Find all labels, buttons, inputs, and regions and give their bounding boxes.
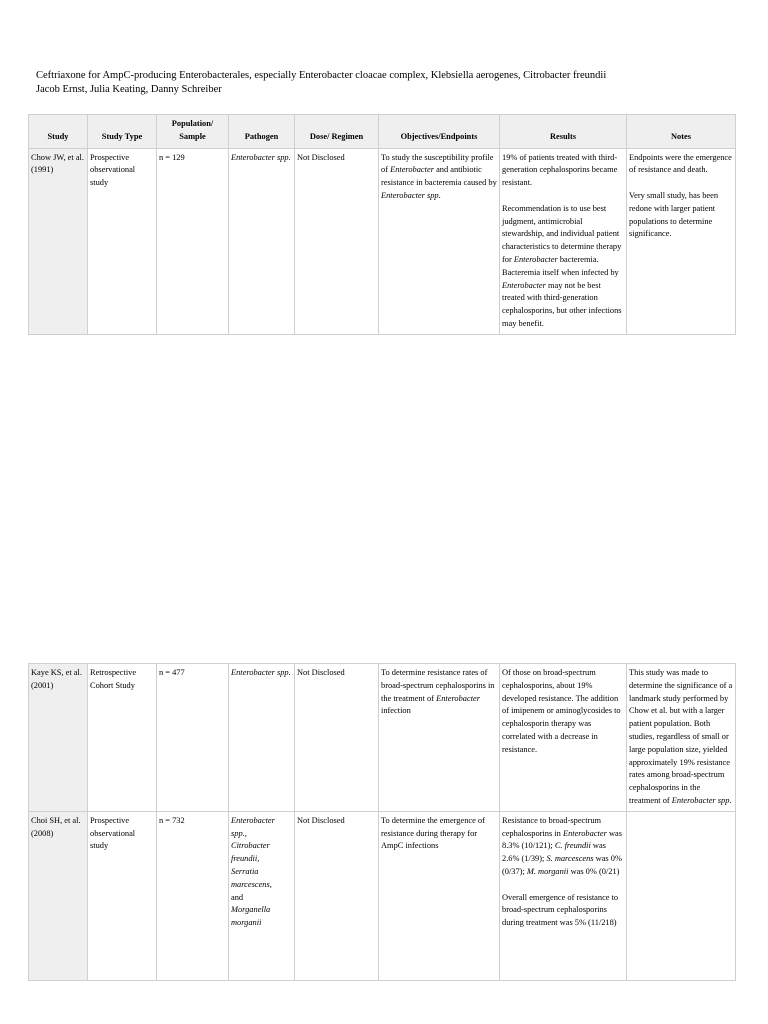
column-header-pathogen: Pathogen xyxy=(229,115,295,149)
objectives-text: To determine resistance rates of broad-spectrum cephalosporins in the treatment of xyxy=(381,668,495,703)
column-header-study-type: Study Type xyxy=(88,115,157,149)
objectives-cell: To determine the emergence of resistance during therapy for AmpC infections xyxy=(379,811,500,980)
results-text: may not be best treated with third-generation cephalosporins, but other infections may benefit. xyxy=(502,280,622,328)
objectives-text: . xyxy=(438,190,441,200)
study-cell: Kaye KS, et al. (2001) xyxy=(29,664,88,812)
table-row xyxy=(29,811,736,980)
column-header-population: Population/ Sample xyxy=(157,115,229,149)
table-row xyxy=(29,148,736,334)
table-row xyxy=(29,664,736,812)
notes-paragraph: Very small study, has been redone with larger patient populations to determine significance. xyxy=(629,190,719,239)
organism-name: Enterobacter xyxy=(502,280,546,290)
column-header-notes: Notes xyxy=(627,115,736,149)
notes-text: This study was made to determine the significance of a landmark study performed by Chow et al. but with a larger patient population. Both studies, regardless of small or large population size, yielded approximately 19% resistance rates among broad-spectrum cephalosporins in the treatment of xyxy=(629,668,733,805)
pathogen-name: Serratia marcescens, xyxy=(231,866,272,889)
population-cell: n = 477 xyxy=(157,664,229,812)
dose-cell: Not Disclosed xyxy=(295,664,379,812)
results-text: bacteremia. Bacteremia itself when infected by xyxy=(502,254,619,277)
organism-name: M. morganii xyxy=(526,866,569,876)
organism-name: Enterobacter xyxy=(513,254,558,264)
table-header-row xyxy=(29,115,736,149)
notes-text: . xyxy=(729,795,732,805)
document-authors: Jacob Ernst, Julia Keating, Danny Schreiber xyxy=(36,84,222,95)
results-paragraph: 19% of patients treated with third-generation cephalosporins became resistant. xyxy=(502,152,618,188)
study-type-cell: Prospective observational study xyxy=(88,811,157,980)
study-type-cell: Retrospective Cohort Study xyxy=(88,664,157,812)
organism-name: S. marcescens xyxy=(546,854,594,864)
dose-cell: Not Disclosed xyxy=(295,148,379,334)
objectives-text: infection xyxy=(381,706,411,716)
evidence-table-continued xyxy=(28,663,736,981)
organism-name: Enterobacter xyxy=(436,693,481,703)
results-text: was 0% (0/37); xyxy=(502,854,622,876)
pathogen-name: Citrobacter freundii, xyxy=(231,841,270,864)
pathogen-name: Enterobacter spp., xyxy=(231,815,275,838)
results-text: Recommendation is to use best judgment, antimicrobial stewardship, and individual patient characteristics to determine therapy for xyxy=(502,203,622,264)
notes-cell xyxy=(627,664,736,812)
pathogen-cell xyxy=(229,148,295,334)
objectives-cell xyxy=(379,148,500,334)
study-cell: Choi SH, et al. (2008) xyxy=(29,811,88,980)
results-text: was 8.3% (10/121); xyxy=(502,828,622,851)
results-cell xyxy=(500,811,627,980)
objectives-text: and antibiotic resistance in bacteremia caused by xyxy=(381,165,497,188)
results-text: Resistance to broad-spectrum cephalosporins in xyxy=(502,815,602,838)
objectives-text: To study the susceptibility profile of xyxy=(381,152,494,175)
notes-cell xyxy=(627,148,736,334)
notes-cell xyxy=(627,811,736,980)
column-header-objectives: Objectives/Endpoints xyxy=(379,115,500,149)
results-cell xyxy=(500,148,627,334)
notes-paragraph: Endpoints were the emergence of resistance and death. xyxy=(629,152,732,175)
column-header-dose: Dose/ Regimen xyxy=(295,115,379,149)
document-header xyxy=(36,69,736,97)
column-header-results: Results xyxy=(500,115,627,149)
results-paragraph: Overall emergence of resistance to broad-spectrum cephalosporins during treatment was 5% (11/218) xyxy=(502,892,619,928)
pathogen-name: Morganella morganii xyxy=(231,905,271,928)
organism-name: C. freundii xyxy=(554,841,591,851)
population-cell: n = 732 xyxy=(157,811,229,980)
organism-name: Enterobacter spp xyxy=(671,795,730,805)
column-header-study: Study xyxy=(29,115,88,149)
pathogen-conjunction: and xyxy=(231,892,244,902)
objectives-cell xyxy=(379,664,500,812)
organism-name: Enterobacter spp xyxy=(381,190,439,200)
population-cell: n = 129 xyxy=(157,148,229,334)
study-cell: Chow JW, et al. (1991) xyxy=(29,148,88,334)
organism-name: Enterobacter xyxy=(390,165,434,175)
organism-name: Enterobacter xyxy=(562,828,607,838)
results-text: was 0% (0/21) xyxy=(568,866,620,876)
results-text: was 2.6% (1/39); xyxy=(502,841,606,864)
document-title: Ceftriaxone for AmpC-producing Enterobacterales, especially Enterobacter cloacae complex, Klebsiella aerogenes, Citrobacter freundii xyxy=(36,70,607,81)
study-type-cell: Prospective observational study xyxy=(88,148,157,334)
pathogen-cell xyxy=(229,664,295,812)
pathogen-name: Enterobacter spp. xyxy=(231,668,291,677)
pathogen-name: Enterobacter spp. xyxy=(231,152,291,162)
dose-cell: Not Disclosed xyxy=(295,811,379,980)
results-cell: Of those on broad-spectrum cephalosporins, about 19% developed resistance. The addition of imipenem or aminoglycosides to cephalosporin therapy was correlated with a decrease in resistance. xyxy=(500,664,627,812)
pathogen-cell xyxy=(229,811,295,980)
evidence-table xyxy=(28,114,736,335)
